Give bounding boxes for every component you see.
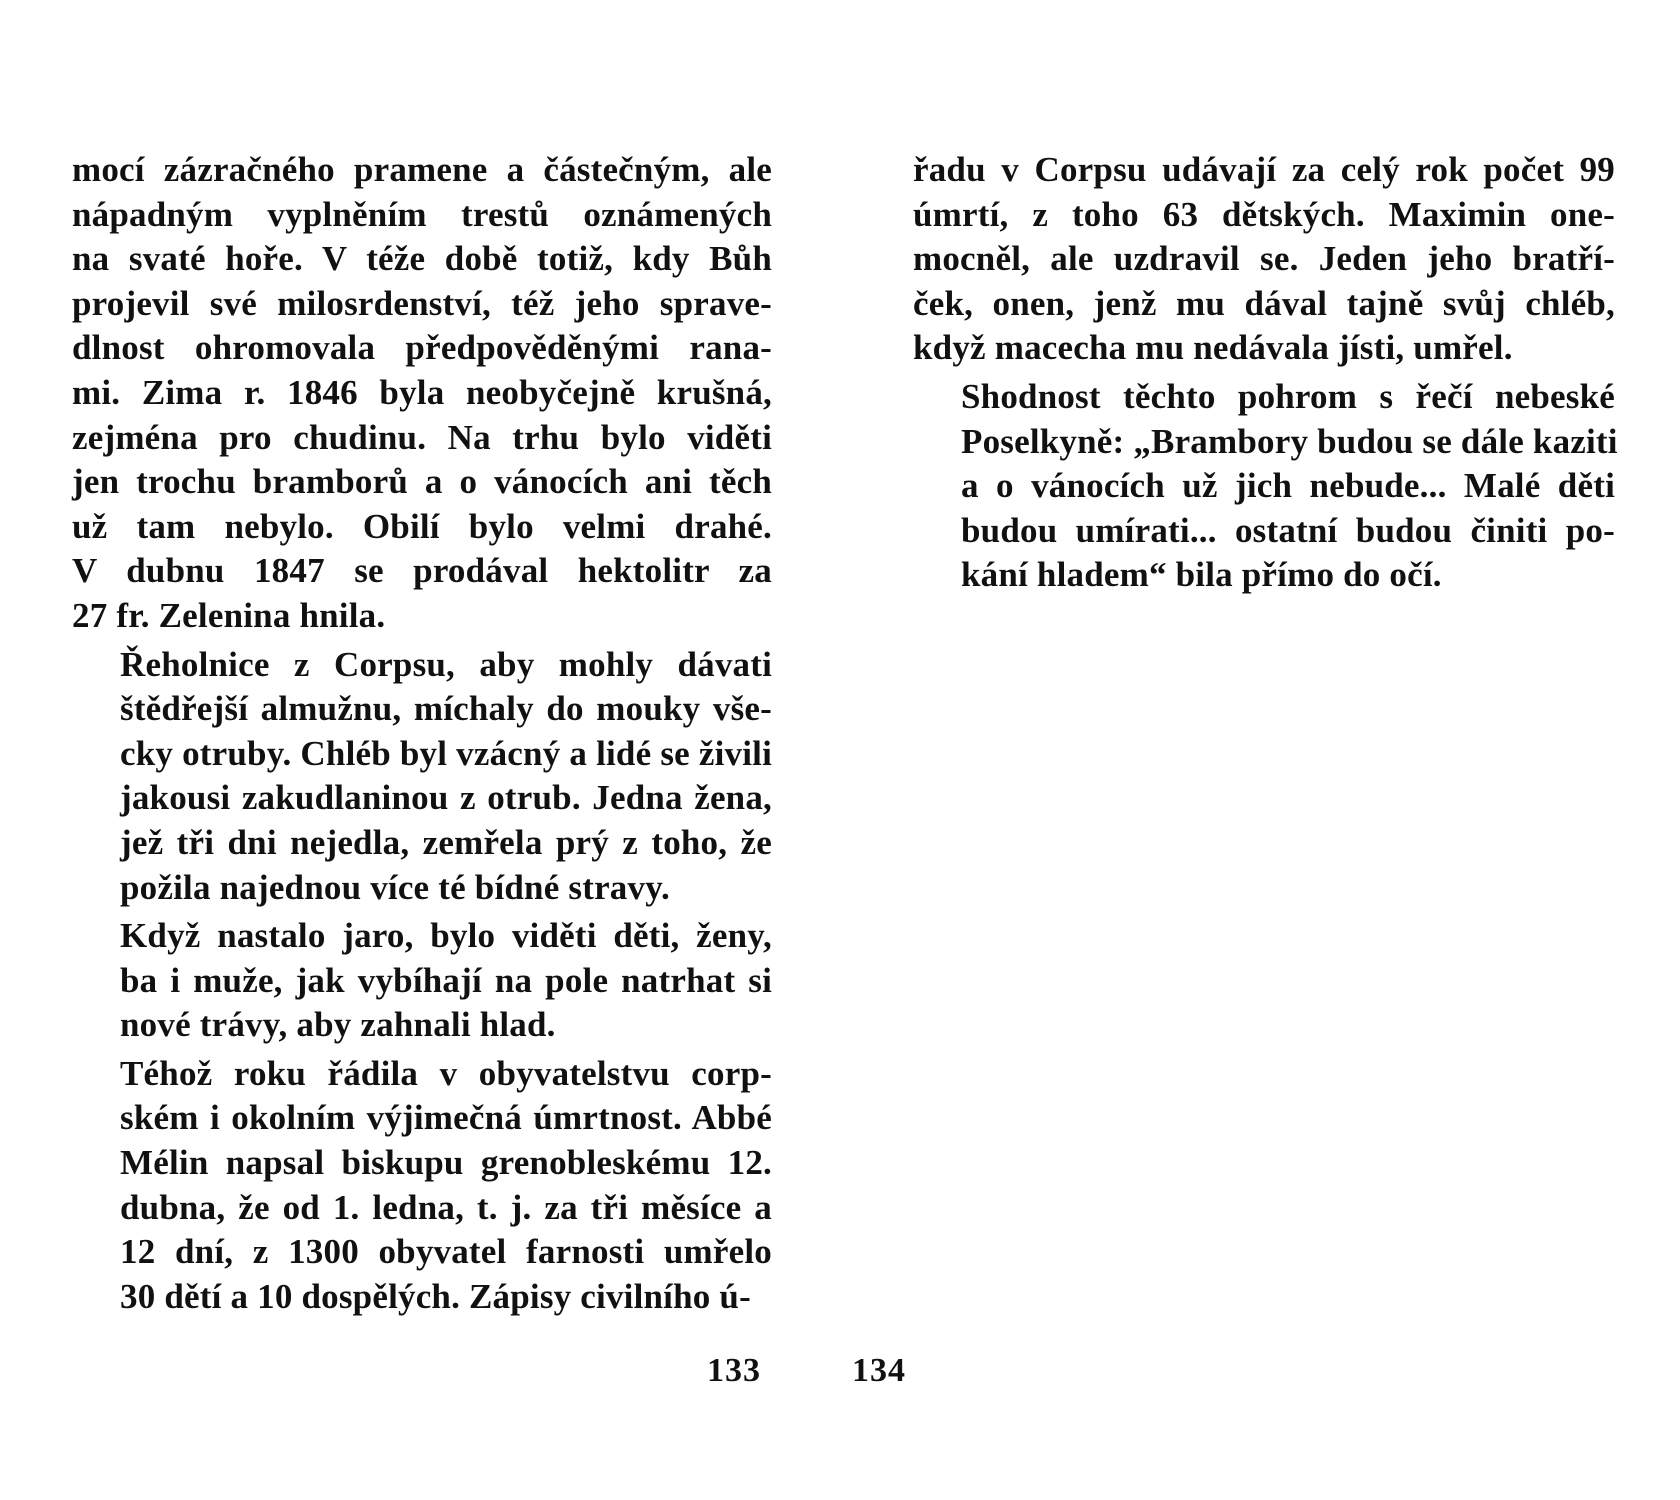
text-line: mi. Zima r. 1846 byla neobyčejně krušná, <box>72 372 772 412</box>
text-line: mocněl, ale uzdravil se. Jeden jeho bratří- <box>913 239 1615 279</box>
text-line: 27 fr. Zelenina hnila. <box>72 595 386 635</box>
right-page-number: 134 <box>852 1352 906 1389</box>
paragraph <box>72 148 772 639</box>
text-line: úmrtí, z toho 63 dětských. Maximin one- <box>913 194 1615 234</box>
text-line: kání hladem“ bila přímo do očí. <box>961 555 1442 595</box>
text-line: mocí zázračného pramene a částečným, ale <box>72 150 772 189</box>
paragraph <box>913 148 1615 371</box>
text-line: na svaté hoře. V téže době totiž, kdy Bůh <box>72 239 772 279</box>
paragraph <box>913 375 1618 598</box>
text-line: ba i muže, jak vybíhají na pole natrhat si <box>120 960 772 1000</box>
paragraph <box>72 643 772 911</box>
text-line: ském i okolním výjimečná úmrtnost. Abbé <box>120 1098 772 1138</box>
text-line: Téhož roku řádila v obyvatelstvu corp- <box>120 1053 772 1093</box>
text-line: jakousi zakudlaninou z otrub. Jedna žena, <box>120 778 772 818</box>
text-line: štědřejší almužnu, míchaly do mouky vše- <box>120 689 772 729</box>
text-line: jen trochu bramborů a o vánocích ani těch <box>72 462 772 502</box>
text-line: Když nastalo jaro, bylo viděti děti, ženy, <box>120 916 772 956</box>
text-line: V dubnu 1847 se prodával hektolitr za <box>72 551 772 591</box>
text-line: zejména pro chudinu. Na trhu bylo viděti <box>72 417 772 457</box>
text-line: když macecha mu nedávala jísti, umřel. <box>913 328 1513 368</box>
text-line: 12 dní, z 1300 obyvatel farnosti umřelo <box>120 1232 772 1272</box>
text-line: nápadným vyplněním trestů oznámených <box>72 194 772 234</box>
text-line: dlnost ohromovala předpověděnými rana- <box>72 328 772 368</box>
text-line: Poselkyně: „Brambory budou se dále kaziti <box>961 421 1618 461</box>
right-page <box>840 0 1680 1500</box>
text-line: Shodnost těchto pohrom s řečí nebeské <box>961 376 1615 416</box>
text-line: řadu v Corpsu udávají za celý rok počet 99 <box>913 150 1615 189</box>
paragraph <box>72 1052 772 1320</box>
left-page-number: 133 <box>707 1352 761 1389</box>
text-line: nové trávy, aby zahnali hlad. <box>120 1005 556 1045</box>
text-line: cky otruby. Chléb byl vzácný a lidé se živili <box>120 733 772 773</box>
text-line: dubna, že od 1. ledna, t. j. za tři měsíce a <box>120 1187 772 1227</box>
paragraph <box>72 914 772 1048</box>
text-line: Řeholnice z Corpsu, aby mohly dávati <box>120 644 772 684</box>
right-page-text-column <box>913 148 1618 602</box>
text-line: už tam nebylo. Obilí bylo velmi drahé. <box>72 506 772 546</box>
text-line: projevil své milosrdenství, též jeho sprave- <box>72 283 772 323</box>
text-line: Mélin napsal biskupu grenobleskému 12. <box>120 1143 772 1183</box>
left-page-text-column <box>72 148 772 1323</box>
text-line: jež tři dni nejedla, zemřela prý z toho, že <box>120 822 772 862</box>
text-line: a o vánocích už jich nebude... Malé děti <box>961 466 1615 506</box>
text-line: požila najednou více té bídné stravy. <box>120 867 670 907</box>
text-line: ček, onen, jenž mu dával tajně svůj chléb, <box>913 283 1615 323</box>
text-line: 30 dětí a 10 dospělých. Zápisy civilního ú- <box>120 1276 751 1316</box>
text-line: budou umírati... ostatní budou činiti po- <box>961 510 1615 550</box>
